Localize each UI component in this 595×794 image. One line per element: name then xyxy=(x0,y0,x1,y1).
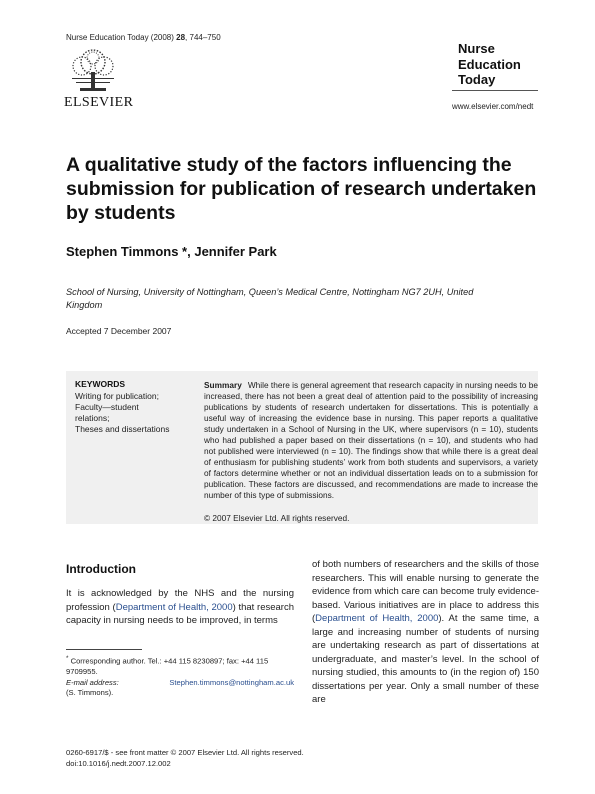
front-matter-line: 0260-6917/$ - see front matter © 2007 Elsevier Ltd. All rights reserved. xyxy=(66,748,304,757)
journal-name: Nurse Education Today xyxy=(458,41,521,87)
footnote-rule xyxy=(66,649,142,650)
citation-link[interactable]: Department of Health, 2000 xyxy=(115,601,233,613)
article-authors: Stephen Timmons *, Jennifer Park xyxy=(66,244,277,259)
author-affiliation: School of Nursing, University of Nottingham, Queen’s Medical Centre, Nottingham NG7 2UH, United Kingdom xyxy=(66,287,474,310)
journal-rule xyxy=(452,90,538,91)
email-label: E-mail address: xyxy=(66,677,119,687)
author-email-link[interactable]: Stephen.timmons@nottingham.ac.uk xyxy=(169,677,294,687)
doi-line[interactable]: doi:10.1016/j.nedt.2007.12.002 xyxy=(66,759,171,768)
footnote-name: (S. Timmons). xyxy=(66,688,114,698)
abstract-text: Summary While there is general agreement that research capacity in nursing needs to be increased, there has not been a great deal of attention paid to the possibility of increasing publications by students of research undertaken for dissertations. This is potentially a useful way of increasing the evidence base in nursing. This paper reports a qualitative study undertaken in a School of Nursing in the UK, where supervisors (n = 10), students who had published a paper based on their dissertations (n = 10), and students who had not published were interviewed (n = 10). The findings show that while there is a great deal of enthusiasm for publishing students’ work from both students and supervisors, a variety of factors determine whether or not an individual dissertation leads on to a submission for publication. These factors are discussed, and recommendations are made to increase the number of this type of submissions. xyxy=(204,380,538,500)
keywords-heading: KEYWORDS xyxy=(75,379,126,389)
section-heading-introduction: Introduction xyxy=(66,562,136,576)
citation-link[interactable]: Department of Health, 2000 xyxy=(315,613,439,624)
abstract-lead: Summary xyxy=(204,380,242,390)
keyword-item: Writing for publication; xyxy=(75,391,159,401)
article-title: A qualitative study of the factors influencing the submission for publication of research undertaken by students xyxy=(66,154,537,224)
footnote-marker: * xyxy=(66,655,69,662)
keyword-item: relations; xyxy=(75,413,110,423)
intro-column-left: It is acknowledged by the NHS and the nursing profession (Department of Health, 2000) that research capacity in nursing needs to be improved, in terms xyxy=(66,588,294,626)
keyword-item: Faculty—student xyxy=(75,402,139,412)
elsevier-tree-logo-icon xyxy=(66,48,120,92)
journal-volume: 28 xyxy=(176,33,186,42)
journal-url[interactable]: www.elsevier.com/nedt xyxy=(452,102,534,111)
keywords-list xyxy=(75,391,199,435)
abstract-copyright: © 2007 Elsevier Ltd. All rights reserved. xyxy=(204,513,350,523)
journal-reference: Nurse Education Today (2008) 28, 744–750 xyxy=(66,33,221,42)
intro-column-right: of both numbers of researchers and the skills of those researchers. This will enable nursing to generate the evidence from which care can become truly evidence-based. Various initiatives are in place to address this (Department of Health, 2000). At the same time, a large and increasing number of students of nursing are undertaking research as part of dissertations at undergraduate, and master’s level. In the school of nursing studied, this amounts to (in the region of) 150 dissertations per year. Only a small number of these are xyxy=(312,559,539,705)
keyword-item: Theses and dissertations xyxy=(75,424,170,434)
publisher-name: ELSEVIER xyxy=(64,95,134,110)
accepted-date: Accepted 7 December 2007 xyxy=(66,326,172,336)
corresponding-author-footnote: * Corresponding author. Tel.: +44 115 8230897; fax: +44 115 9709955. E-mail address: Stephen.timmons@nottingham.ac.uk (S. Timmons). xyxy=(66,655,294,698)
